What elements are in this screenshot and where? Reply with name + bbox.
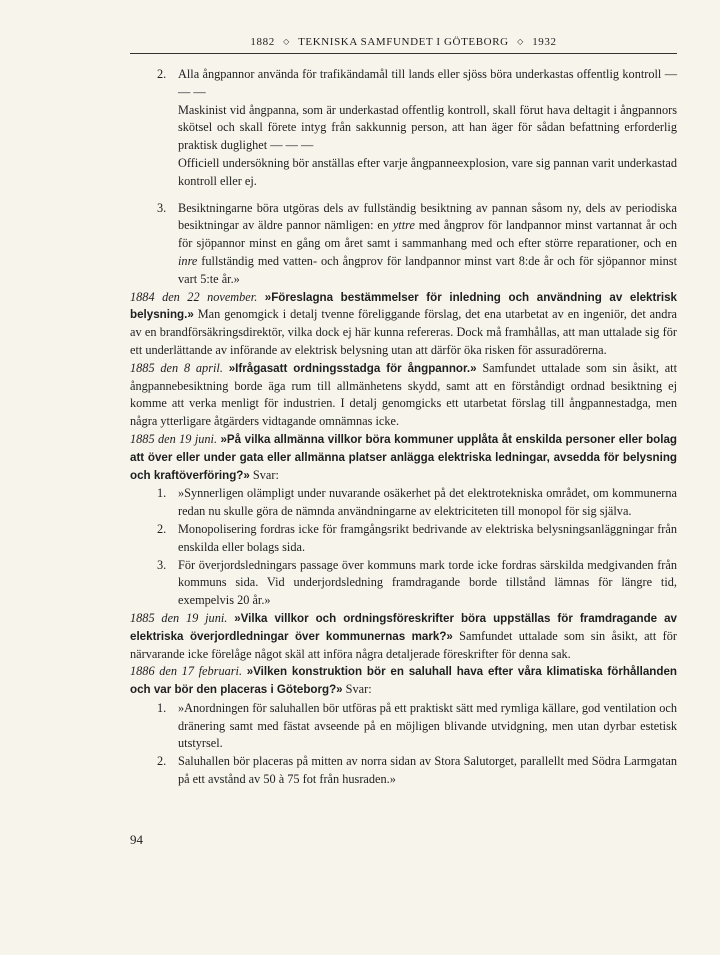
item3-text-c: fullständig med vatten- och ångprov för landpannor minst vart 8:de år och för sjöpannor minst vart 5:te år.» (178, 253, 677, 286)
running-header (130, 36, 677, 54)
item3-emphasis-inre: inre (178, 253, 198, 268)
entry-text: Svar: (342, 682, 372, 697)
list-item (130, 700, 677, 753)
entry-date: 1885 den 19 juni. (130, 431, 218, 446)
entry-1885-june-a (130, 431, 677, 484)
item3-paragraph (178, 200, 677, 289)
header-separator-right: ◇ (517, 37, 524, 46)
item2-paragraph-2: Maskinist vid ångpanna, som är underkastad offentlig kontroll, skall förut hava deltagit i ångpannors skötsel och skall förete intyg från sakkunnig person, att han äger för sådan befattning erforderlig praktisk duglighet — — — (178, 102, 677, 153)
list-number: 2. (157, 67, 167, 81)
list-item (130, 485, 677, 521)
entry-1886-feb (130, 663, 677, 699)
list-item (130, 557, 677, 610)
list-number: 2. (157, 521, 167, 536)
page-number: 94 (130, 832, 143, 847)
list-number: 3. (157, 200, 167, 215)
list-number: 3. (157, 557, 167, 572)
item3-text-b: med ångprov för landpannor minst vartannat år och för sjöpannor minst en gång om året samt i sammanhang med och efter större reparationer, och en (178, 218, 677, 251)
entry-date: 1884 den 22 november. (130, 289, 258, 304)
item2-paragraph-3: Officiell undersökning bör anställas efter varje ångpanneexplosion, vare sig pannan varit underkastad kontroll eller ej. (178, 155, 677, 188)
entry-1885-june-b (130, 610, 677, 663)
list-item-text: För överjordsledningars passage över kommuns mark torde icke fordras särskilda medgivanden från kommuns sida. Vid underjordsledning framdragande borde tillstånd lämnas för längre tid, exempelvis 20 år.» (178, 557, 677, 608)
list-number: 1. (157, 486, 167, 501)
answer-list (130, 700, 677, 789)
page-body (130, 66, 677, 789)
entry-title: »Föreslagna bestämmelser för inledning och användning av elektrisk belysning.» (130, 290, 677, 322)
entry-title: »På vilka allmänna villkor böra kommuner upplåta åt enskilda personer eller bolag att över eller under gata eller allmänna platser anlägga elektriska ledningar, avsedda för belysning och kraftöverföring?» (130, 432, 678, 482)
list-item (130, 753, 677, 789)
list-item-text: Monopolisering fordras icke för framgångsrikt bedrivande av elektriska belysningsanläggningar från enskilda eller bolags sida. (178, 521, 677, 554)
item3-text-a: Besiktningarne böra utgöras dels av fullständig besiktning av pannan såsom ny, dels av periodiska besiktningar av äldre pannor nämligen: en (178, 200, 677, 233)
list-item-2 (130, 66, 677, 191)
entry-date: 1886 den 17 februari. (130, 664, 243, 679)
entry-text: Svar: (249, 467, 279, 482)
list-item-text: »Synnerligen olämpligt under nuvarande osäkerhet på det elektrotekniska området, om kommunerna redan nu skulle göra de nämnda användningarne av elektriciteten till monopol för sig själva. (178, 486, 677, 519)
entry-text: Samfundet uttalade som sin åsikt, att ångpannebesiktning borde äga rum till allmänhetens skydd, samt att en förståndigt ordnad besiktning ej komme att verka menligt för industrien. I detalj genomgicks ett utarbetat förslag till ångpannestadga, men några ytterligare åtgärders vidtagande omnämnas icke. (130, 360, 677, 429)
list-number: 1. (157, 700, 167, 715)
answer-list (130, 485, 677, 610)
entry-date: 1885 den 8 april. (130, 360, 223, 375)
entry-title: »Ifrågasatt ordningsstadga för ångpannor.» (228, 361, 477, 375)
header-year-to: 1932 (532, 36, 557, 48)
list-item-text: »Anordningen för saluhallen bör utföras på ett praktiskt sätt med rymliga källare, god ventilation och dränering samt med fästat avseende på en möjligen blivande utvidgning, men utan dyrbar estetisk utstyrsel. (178, 700, 677, 751)
entry-date: 1885 den 19 juni. (130, 610, 228, 625)
entry-title: »Vilka villkor och ordningsföreskrifter böra uppställas för framdragande av elektriska överjordledningar över kommunernas mark?» (130, 611, 678, 643)
entry-1885-april (130, 360, 677, 431)
entry-text: Man genomgick i detalj tvenne föreliggande förslag, det ena utarbetat av en ingeniör, det andra av en brandförsäkringsdirektör, vilka dock ej här kunna refereras. Dock må framhållas, att man uttalade sig för ett underlättande av införande av elektrisk belysning utan att därför öka risken för assuradörerna. (130, 307, 677, 357)
header-year-from: 1882 (250, 36, 275, 48)
list-number: 2. (157, 754, 167, 769)
entry-1884-nov (130, 289, 677, 360)
list-item-3 (130, 200, 677, 289)
list-item-text: Saluhallen bör placeras på mitten av norra sidan av Stora Salutorget, parallellt med Södra Larmgatan på ett avstånd av 50 à 75 fot från husraden.» (178, 754, 677, 787)
item2-paragraph-1: Alla ångpannor använda för trafikändamål till lands eller sjöss böra underkastas offentlig kontroll — — — (178, 67, 677, 99)
entry-text: Samfundet uttalade som sin åsikt, att för närvarande icke förelåge något skäl att införa några detaljerade föreskrifter för denna sak. (130, 628, 677, 661)
entry-title: »Vilken konstruktion bör en saluhall hava efter våra klimatiska förhållanden och var bör den placeras i Göteborg?» (130, 665, 677, 697)
list-item (130, 521, 677, 557)
header-separator-left: ◇ (283, 37, 290, 46)
header-title: TEKNISKA SAMFUNDET I GÖTEBORG (298, 36, 509, 48)
item3-emphasis-yttre: yttre (392, 218, 415, 233)
